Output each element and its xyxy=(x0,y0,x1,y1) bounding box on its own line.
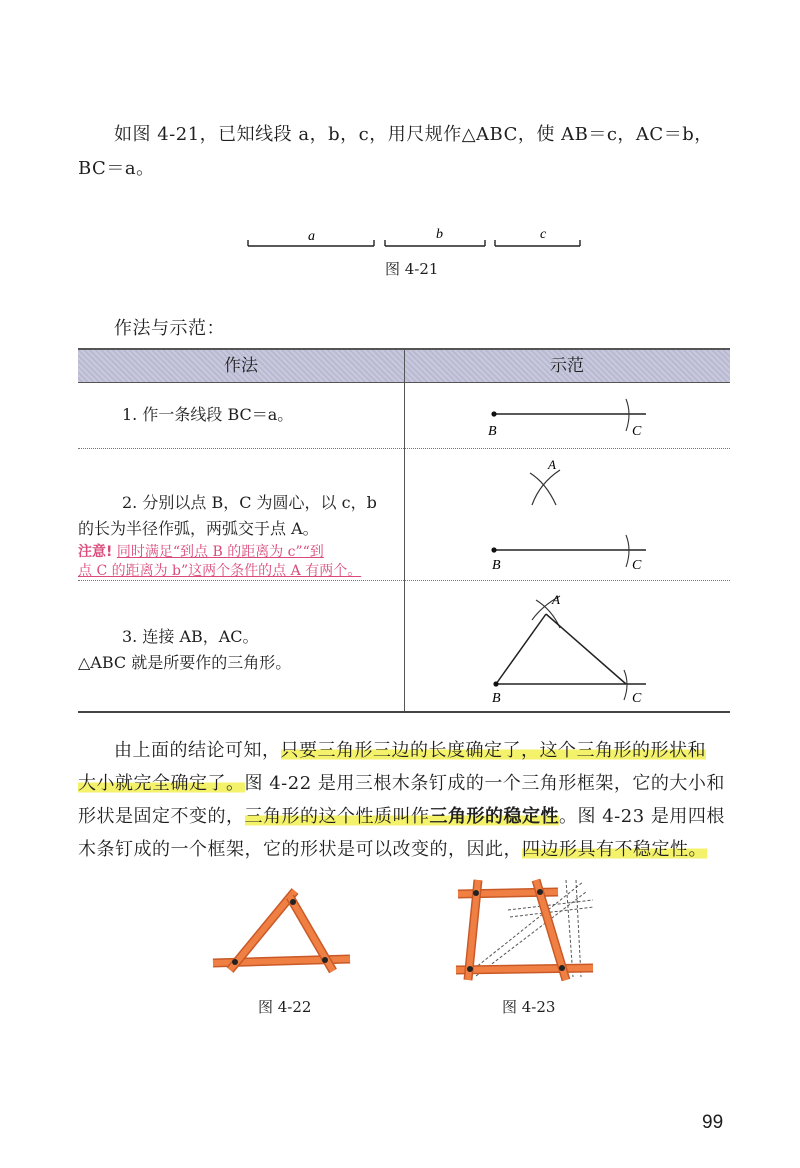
figure-4-23-quadrilateral-frame xyxy=(448,872,608,987)
figure-4-23-caption: 图 4-23 xyxy=(502,998,556,1016)
demo-2-label-a: A xyxy=(548,457,556,472)
step-3-text-line-2: △ABC 就是所要作的三角形。 xyxy=(78,653,292,672)
conclusion-line-3 xyxy=(78,800,725,834)
conclusion-line-2-highlight: 大小就完全确定了。 xyxy=(78,773,245,794)
conclusion-line-1-a: 由上面的结论可知， xyxy=(114,740,281,761)
intro-line-1: 如图 4-21，已知线段 a，b，c，用尺规作△ABC，使 AB＝c，AC＝b， xyxy=(114,124,713,145)
demo-3-diagram xyxy=(480,588,660,708)
segment-c xyxy=(495,240,580,246)
demo-3-label-a: A xyxy=(552,592,560,607)
table-header-demo: 示范 xyxy=(550,356,584,376)
demo-2-label-b: B xyxy=(492,558,501,573)
table-row-divider-1 xyxy=(78,448,730,449)
table-header-divider xyxy=(404,348,405,382)
table-column-divider xyxy=(404,348,405,712)
conclusion-line-4-a: 木条钉成的一个框架，它的形状是可以改变的，因此， xyxy=(78,839,522,860)
figure-4-21-caption: 图 4-21 xyxy=(385,260,439,278)
segment-c-label: c xyxy=(540,227,547,242)
demo-1-diagram xyxy=(480,395,660,440)
conclusion-line-4-highlight: 四边形具有不稳定性。 xyxy=(522,839,707,860)
conclusion-line-3-highlight: 三角形的这个性质叫作 xyxy=(244,806,430,827)
demo-3-label-b: B xyxy=(492,691,501,706)
page-number: 99 xyxy=(702,1112,724,1133)
conclusion-term-stability: 三角形的稳定性 xyxy=(429,806,559,827)
segment-b xyxy=(385,240,485,246)
segment-b-label: b xyxy=(436,227,443,242)
conclusion-line-3-a: 形状是固定不变的， xyxy=(78,806,245,827)
figure-4-21-segments xyxy=(240,220,590,255)
conclusion-line-3-c: 。图 4-23 是用四根 xyxy=(559,806,725,827)
segment-a-label: a xyxy=(308,229,315,244)
step-2-text-line-2: 的长为半径作弧，两弧交于点 A。 xyxy=(78,519,319,538)
method-heading: 作法与示范： xyxy=(114,318,225,339)
note-text-1: 同时满足“到点 B 的距离为 c”“到 xyxy=(116,544,324,560)
demo-1-label-b: B xyxy=(488,424,497,439)
conclusion-line-2-b: 图 4-22 是用三根木条钉成的一个三角形框架，它的大小和 xyxy=(244,773,725,794)
demo-2-diagram xyxy=(480,455,660,575)
conclusion-line-2 xyxy=(78,767,725,801)
step-2-text-line-1: 2. 分别以点 B，C 为圆心，以 c，b xyxy=(122,493,377,512)
demo-3-label-c: C xyxy=(632,691,642,706)
conclusion-line-4 xyxy=(78,833,707,867)
step-2-note-line-2: 点 C 的距离为 b”这两个条件的点 A 有两个。 xyxy=(78,563,362,579)
step-3-text-line-1: 3. 连接 AB，AC。 xyxy=(122,627,259,646)
step-2-note-line-1 xyxy=(78,543,324,562)
table-header-method: 作法 xyxy=(224,356,258,376)
conclusion-line-1 xyxy=(114,734,706,768)
figure-4-22-caption: 图 4-22 xyxy=(258,998,312,1016)
demo-2-label-c: C xyxy=(632,558,642,573)
conclusion-line-1-highlight: 只要三角形三边的长度确定了，这个三角形的形状和 xyxy=(280,740,706,761)
intro-line-2: BC＝a。 xyxy=(78,158,155,179)
note-tag: 注意! xyxy=(78,544,113,560)
step-1-text: 1. 作一条线段 BC＝a。 xyxy=(122,405,294,424)
table-bottom-border xyxy=(78,711,730,713)
figure-4-22-triangle-frame xyxy=(205,885,365,985)
demo-1-label-c: C xyxy=(632,424,642,439)
